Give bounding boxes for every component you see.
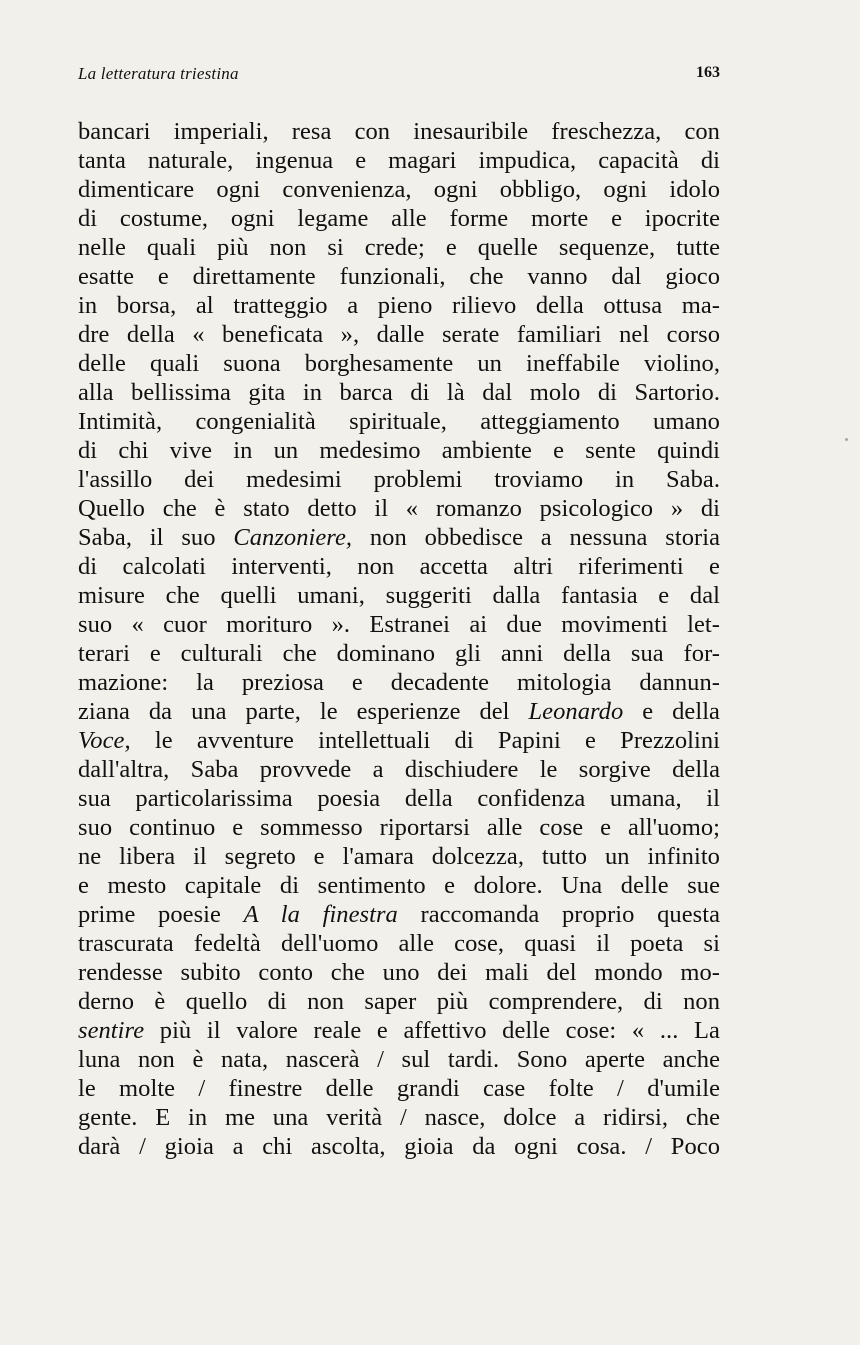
- text-line: [78, 1074, 720, 1103]
- text-segment: le avventure intellettuali di Papini e Prezzolini: [130, 727, 720, 754]
- page-number: 163: [696, 64, 720, 81]
- text-line: [78, 465, 720, 494]
- text-segment: gente. E in me una verità / nasce, dolce a ridirsi, che: [78, 1104, 720, 1131]
- text-line: [78, 697, 720, 726]
- text-segment: le molte / finestre delle grandi case folte / d'umile: [78, 1075, 720, 1102]
- text-line: [78, 784, 720, 813]
- text-segment: bancari imperiali, resa con inesauribile freschezza, con: [78, 118, 720, 145]
- text-line: [78, 117, 720, 146]
- text-line: [78, 233, 720, 262]
- text-segment: esatte e direttamente funzionali, che vanno dal gioco: [78, 263, 720, 290]
- text-segment: raccomanda proprio questa: [397, 901, 720, 928]
- text-line: [78, 813, 720, 842]
- text-segment: Intimità, congenialità spirituale, atteggiamento umano: [78, 408, 720, 435]
- text-segment: in borsa, al tratteggio a pieno rilievo della ottusa ma-: [78, 292, 720, 319]
- text-line: [78, 146, 720, 175]
- text-line: [78, 494, 720, 523]
- text-segment: Quello che è stato detto il « romanzo psicologico » di: [78, 495, 720, 522]
- paper-speck: [845, 438, 848, 441]
- text-line: [78, 378, 720, 407]
- text-line: [78, 755, 720, 784]
- text-segment: di chi vive in un medesimo ambiente e sente quindi: [78, 437, 720, 464]
- text-line: [78, 958, 720, 987]
- text-line: [78, 523, 720, 552]
- text-segment: dimenticare ogni convenienza, ogni obbligo, ogni idolo: [78, 176, 720, 203]
- text-segment: luna non è nata, nascerà / sul tardi. Sono aperte anche: [78, 1046, 720, 1073]
- text-segment: suo « cuor morituro ». Estranei ai due movimenti let-: [78, 611, 720, 638]
- text-segment: terari e culturali che dominano gli anni della sua for-: [78, 640, 720, 667]
- italic-title: Voce,: [78, 727, 131, 754]
- text-line: [78, 639, 720, 668]
- text-line: [78, 726, 720, 755]
- text-segment: misure che quelli umani, suggeriti dalla fantasia e dal: [78, 582, 720, 609]
- text-segment: mazione: la preziosa e decadente mitologia dannun-: [78, 669, 720, 696]
- text-segment: nelle quali più non si crede; e quelle sequenze, tutte: [78, 234, 720, 261]
- text-segment: di calcolati interventi, non accetta altri riferimenti e: [78, 553, 720, 580]
- text-line: [78, 552, 720, 581]
- text-segment: di costume, ogni legame alle forme morte e ipocrite: [78, 205, 720, 232]
- text-line: [78, 1132, 720, 1161]
- italic-title: sentire: [78, 1017, 145, 1044]
- text-line: [78, 1103, 720, 1132]
- text-segment: dre della « beneficata », dalle serate familiari nel corso: [78, 321, 720, 348]
- text-line: [78, 900, 720, 929]
- italic-title: Canzoniere,: [233, 524, 353, 551]
- text-line: [78, 436, 720, 465]
- text-line: [78, 929, 720, 958]
- text-line: [78, 349, 720, 378]
- text-segment: l'assillo dei medesimi problemi troviamo in Saba.: [78, 466, 720, 493]
- text-segment: suo continuo e sommesso riportarsi alle cose e all'uomo;: [78, 814, 720, 841]
- text-line: [78, 175, 720, 204]
- italic-title: A la finestra: [243, 901, 398, 928]
- body-text: [78, 117, 720, 1161]
- page-header: [78, 58, 720, 88]
- text-segment: e della: [623, 698, 720, 725]
- text-segment: alla bellissima gita in barca di là dal molo di Sartorio.: [78, 379, 720, 406]
- text-segment: rendesse subito conto che uno dei mali del mondo mo-: [78, 959, 720, 986]
- text-segment: e mesto capitale di sentimento e dolore. Una delle sue: [78, 872, 720, 899]
- text-line: [78, 204, 720, 233]
- text-segment: delle quali suona borghesamente un ineffabile violino,: [78, 350, 720, 377]
- text-line: [78, 871, 720, 900]
- text-segment: ne libera il segreto e l'amara dolcezza, tutto un infinito: [78, 843, 720, 870]
- text-segment: ziana da una parte, le esperienze del: [78, 698, 529, 725]
- text-line: [78, 320, 720, 349]
- text-line: [78, 262, 720, 291]
- text-segment: Saba, il suo: [78, 524, 234, 551]
- text-line: [78, 987, 720, 1016]
- text-line: [78, 610, 720, 639]
- text-line: [78, 842, 720, 871]
- text-segment: tanta naturale, ingenua e magari impudica, capacità di: [78, 147, 720, 174]
- text-segment: prime poesie: [78, 901, 244, 928]
- text-line: [78, 1016, 720, 1045]
- running-title: La letteratura triestina: [78, 64, 239, 83]
- text-segment: derno è quello di non saper più comprendere, di non: [78, 988, 720, 1015]
- italic-title: Leonardo: [528, 698, 624, 725]
- text-line: [78, 581, 720, 610]
- text-line: [78, 1045, 720, 1074]
- text-segment: darà / gioia a chi ascolta, gioia da ogni cosa. / Poco: [78, 1133, 720, 1160]
- text-line: [78, 291, 720, 320]
- text-line: [78, 407, 720, 436]
- text-segment: sua particolarissima poesia della confidenza umana, il: [78, 785, 720, 812]
- text-line: [78, 668, 720, 697]
- text-segment: non obbedisce a nessuna storia: [352, 524, 720, 551]
- text-segment: dall'altra, Saba provvede a dischiudere le sorgive della: [78, 756, 720, 783]
- text-segment: trascurata fedeltà dell'uomo alle cose, quasi il poeta si: [78, 930, 720, 957]
- text-segment: più il valore reale e affettivo delle cose: « ... La: [144, 1017, 720, 1044]
